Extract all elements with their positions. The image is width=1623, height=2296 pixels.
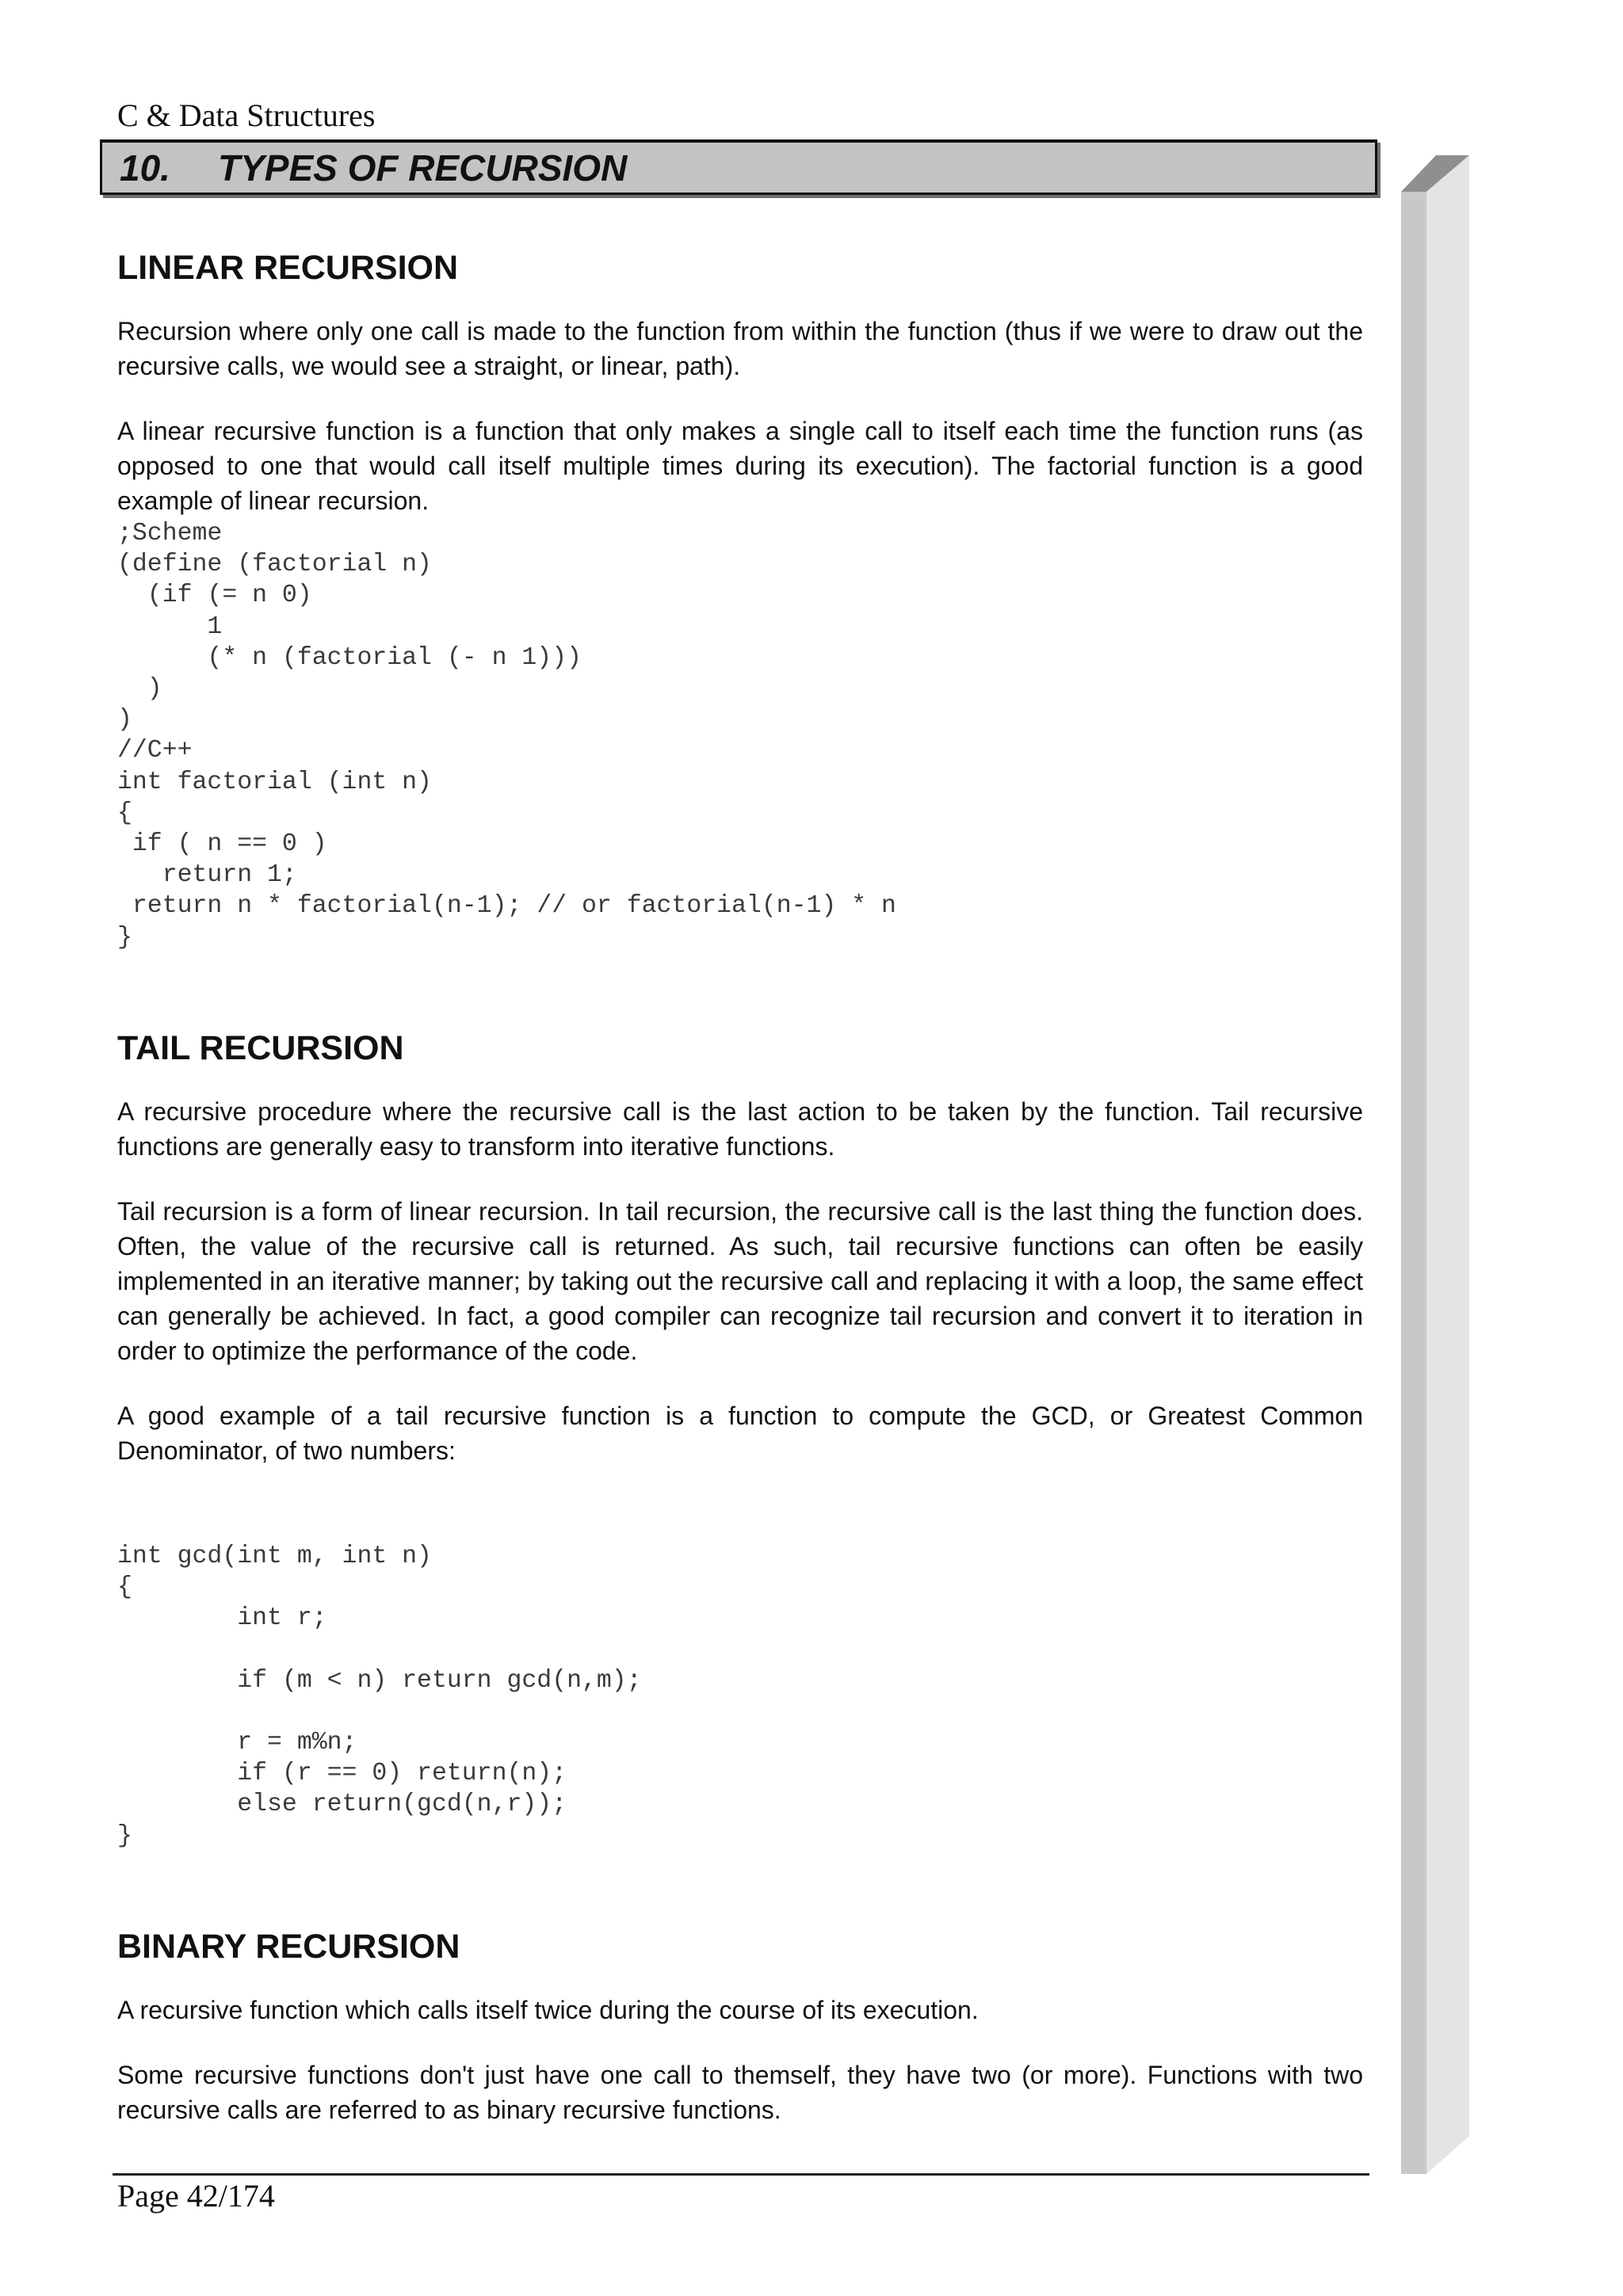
side-tab-decoration (1401, 155, 1469, 2174)
tail-recursion-definition: A recursive procedure where the recursive call is the last action to be taken by the function. Tail recursive functions are generally easy to transform into iterative functions. (117, 1097, 1363, 1161)
chapter-title: TYPES OF RECURSION (218, 147, 628, 189)
section-heading-binary-recursion: BINARY RECURSION (117, 1927, 460, 1966)
binary-recursion-definition: A recursive function which calls itself twice during the course of its execution. (117, 1995, 979, 2024)
chapter-heading-bar (100, 139, 1377, 195)
linear-recursion-explanation: A linear recursive function is a function that only makes a single call to itself each time the function runs (as opposed to one that would call itself multiple times during its execution). The factorial function is a good example of linear recursion. (117, 417, 1363, 515)
linear-recursion-definition: Recursion where only one call is made to the function from within the function (thus if we were to draw out the recursive calls, we would see a straight, or linear, path). (117, 317, 1363, 380)
binary-recursion-explanation: Some recursive functions don't just have one call to themself, they have two (or more). Functions with two recursive calls are referred to as binary recursive functions. (117, 2060, 1363, 2124)
side-tab-face (1401, 192, 1426, 2174)
side-tab-graphic (1401, 155, 1469, 2174)
chapter-number: 10. (120, 147, 170, 189)
gcd-code-block: int gcd(int m, int n) { int r; if (m < n) return gcd(n,m); r = m%n; if (r == 0) return(n); else return(gcd(n,r)); } (117, 1542, 642, 1850)
footer-divider (113, 2173, 1369, 2176)
main-content (117, 238, 1363, 2127)
tail-recursion-example-intro: A good example of a tail recursive function is a function to compute the GCD, or Greatest Common Denominator, of two numbers: (117, 1401, 1363, 1465)
factorial-code-block: ;Scheme (define (factorial n) (if (= n 0) 1 (* n (factorial (- n 1))) ) ) //C++ int factorial (int n) { if ( n == 0 ) return 1; return n * factorial(n-1); // or factorial(n-1) * n } (117, 520, 896, 952)
running-header: C & Data Structures (117, 97, 376, 133)
page-number: Page 42/174 (117, 2178, 275, 2214)
side-tab-side (1426, 155, 1469, 2174)
section-heading-linear-recursion: LINEAR RECURSION (117, 249, 459, 287)
section-heading-tail-recursion: TAIL RECURSION (117, 1028, 404, 1067)
tail-recursion-explanation: Tail recursion is a form of linear recursion. In tail recursion, the recursive call is the last thing the function does. Often, the value of the recursive call is returned. As such, tail recursive functions can often be easily implemented in an iterative manner; by taking out the recursive call and replacing it with a loop, the same effect can generally be achieved. In fact, a good compiler can recognize tail recursion and convert it to iteration in order to optimize the performance of the code. (117, 1196, 1363, 1365)
